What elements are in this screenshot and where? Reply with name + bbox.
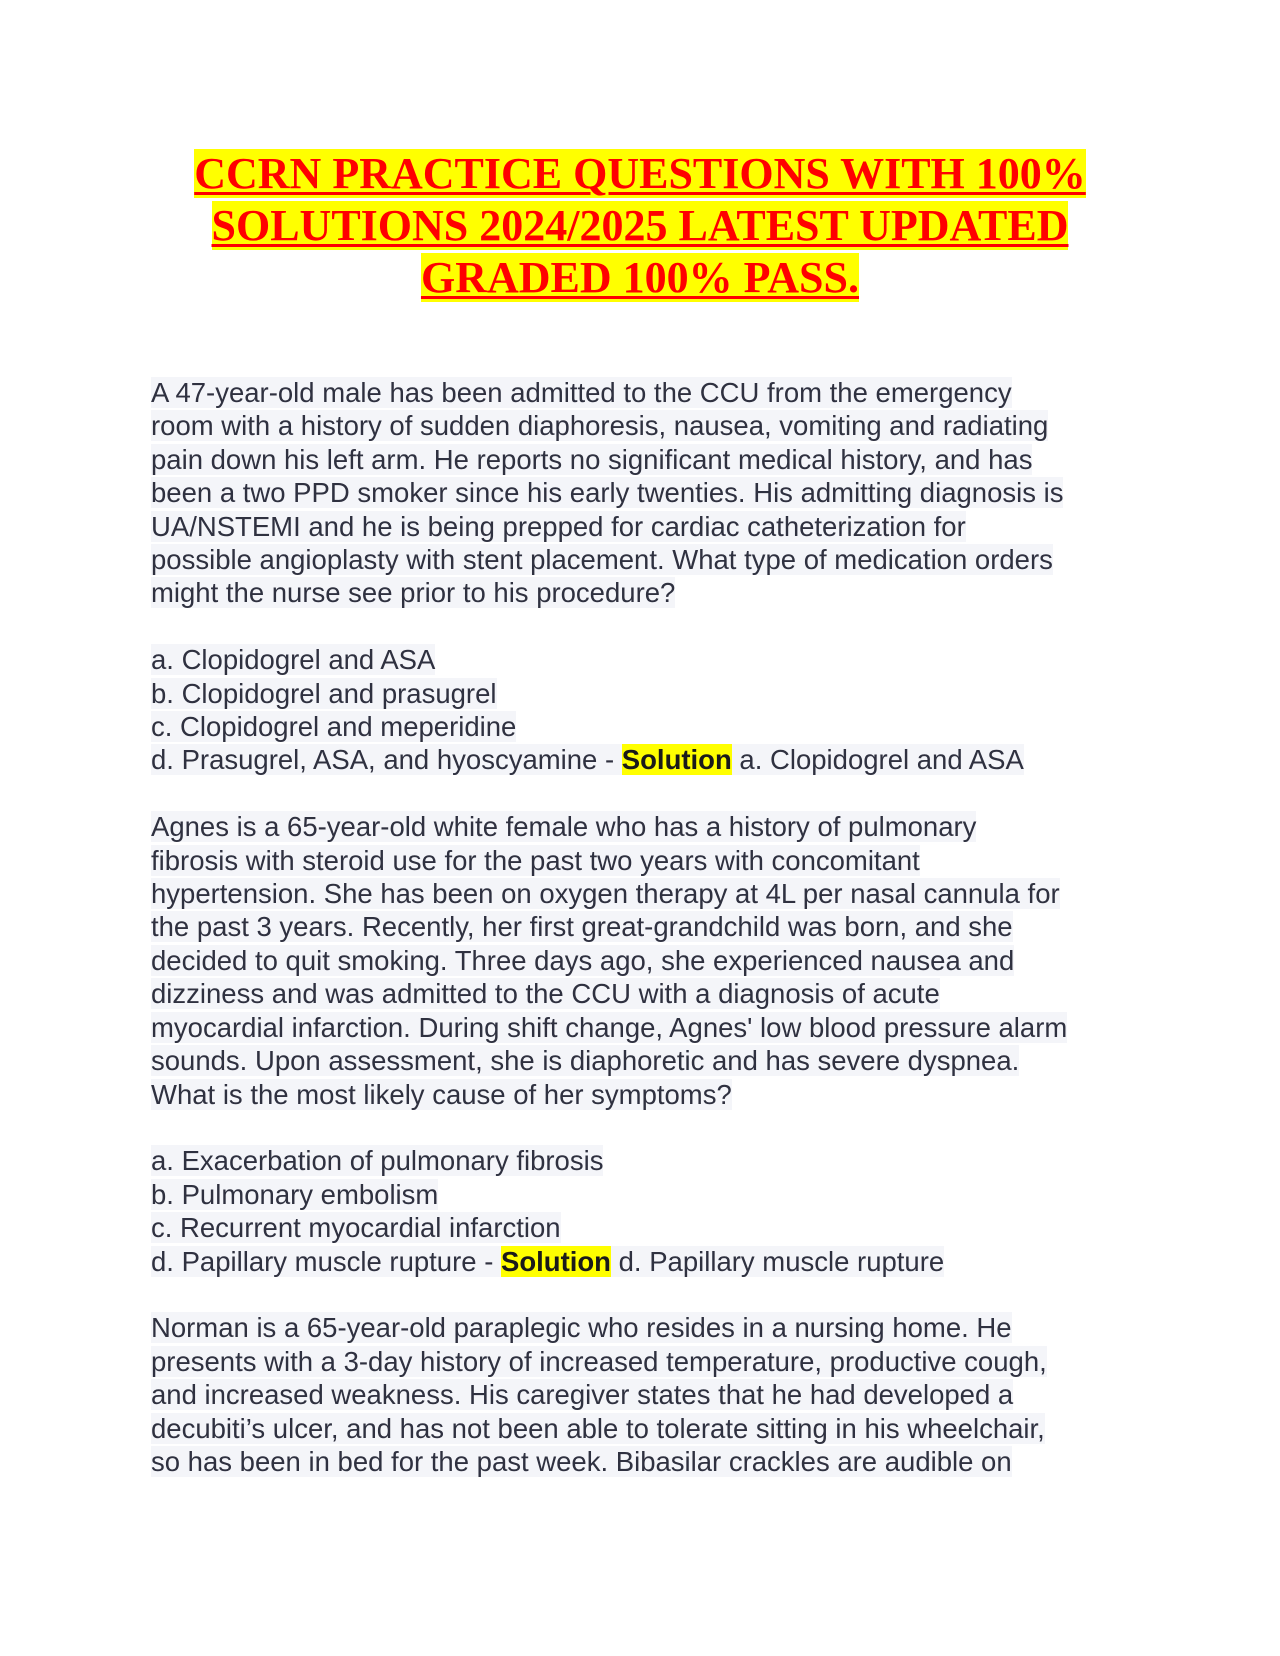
option-c: c. Clopidogrel and meperidine: [151, 711, 517, 743]
question-line: Norman is a 65-year-old paraplegic who resides in a nursing home. He: [151, 1312, 1012, 1344]
solution-label: Solution: [501, 1245, 611, 1277]
question-1-stem: [151, 376, 1151, 610]
question-line: decided to quit smoking. Three days ago, she experienced nausea and: [151, 944, 1015, 976]
question-line: A 47-year-old male has been admitted to the CCU from the emergency: [151, 377, 1012, 408]
document-title: [100, 148, 1180, 304]
option-a: a. Clopidogrel and ASA: [151, 644, 436, 676]
solution-answer: a. Clopidogrel and ASA: [731, 744, 1024, 776]
solution-answer: d. Papillary muscle rupture: [610, 1245, 945, 1277]
question-line: Agnes is a 65-year-old white female who has a history of pulmonary: [151, 811, 977, 843]
document-body: [151, 376, 1151, 1512]
question-line: decubiti’s ulcer, and has not been able to tolerate sitting in his wheelchair,: [151, 1412, 1045, 1444]
option-a: a. Exacerbation of pulmonary fibrosis: [151, 1145, 604, 1177]
solution-label: Solution: [621, 744, 732, 776]
question-line: presents with a 3-day history of increased temperature, productive cough,: [151, 1345, 1047, 1377]
question-line: pain down his left arm. He reports no significant medical history, and has: [151, 443, 1033, 475]
option-d: d. Prasugrel, ASA, and hyoscyamine -: [151, 744, 622, 776]
question-line: sounds. Upon assessment, she is diaphoretic and has severe dyspnea.: [151, 1045, 1020, 1077]
question-1-options: [151, 643, 1151, 777]
question-line: dizziness and was admitted to the CCU with a diagnosis of acute: [151, 978, 940, 1010]
question-line: and increased weakness. His caregiver states that he had developed a: [151, 1379, 1014, 1411]
question-line: hypertension. She has been on oxygen therapy at 4L per nasal cannula for: [151, 878, 1060, 910]
title-line-3: GRADED 100% PASS.: [420, 253, 859, 302]
question-line: room with a history of sudden diaphoresis, nausea, vomiting and radiating: [151, 410, 1049, 442]
question-line: UA/NSTEMI and he is being prepped for cardiac catheterization for: [151, 510, 966, 542]
title-line-1: CCRN PRACTICE QUESTIONS WITH 100%: [194, 149, 1086, 198]
question-line: so has been in bed for the past week. Bibasilar crackles are audible on: [151, 1445, 1012, 1477]
question-line: fibrosis with steroid use for the past two years with concomitant: [151, 844, 920, 876]
option-b: b. Clopidogrel and prasugrel: [151, 677, 497, 709]
question-2-stem: [151, 810, 1151, 1111]
question-line: been a two PPD smoker since his early twenties. His admitting diagnosis is: [151, 477, 1064, 509]
question-line: might the nurse see prior to his procedure?: [151, 577, 676, 609]
option-b: b. Pulmonary embolism: [151, 1178, 439, 1210]
option-c: c. Recurrent myocardial infarction: [151, 1212, 561, 1244]
question-line: the past 3 years. Recently, her first great-grandchild was born, and she: [151, 911, 1013, 943]
question-line: What is the most likely cause of her symptoms?: [151, 1078, 732, 1110]
option-d: d. Papillary muscle rupture -: [151, 1245, 501, 1277]
option-d-with-solution: [151, 1245, 1151, 1278]
option-d-with-solution: [151, 743, 1151, 776]
question-3-stem: [151, 1311, 1151, 1478]
title-line-2: SOLUTIONS 2024/2025 LATEST UPDATED: [211, 201, 1069, 250]
question-2-options: [151, 1144, 1151, 1278]
question-line: myocardial infarction. During shift change, Agnes' low blood pressure alarm: [151, 1011, 1068, 1043]
question-line: possible angioplasty with stent placement. What type of medication orders: [151, 544, 1053, 576]
